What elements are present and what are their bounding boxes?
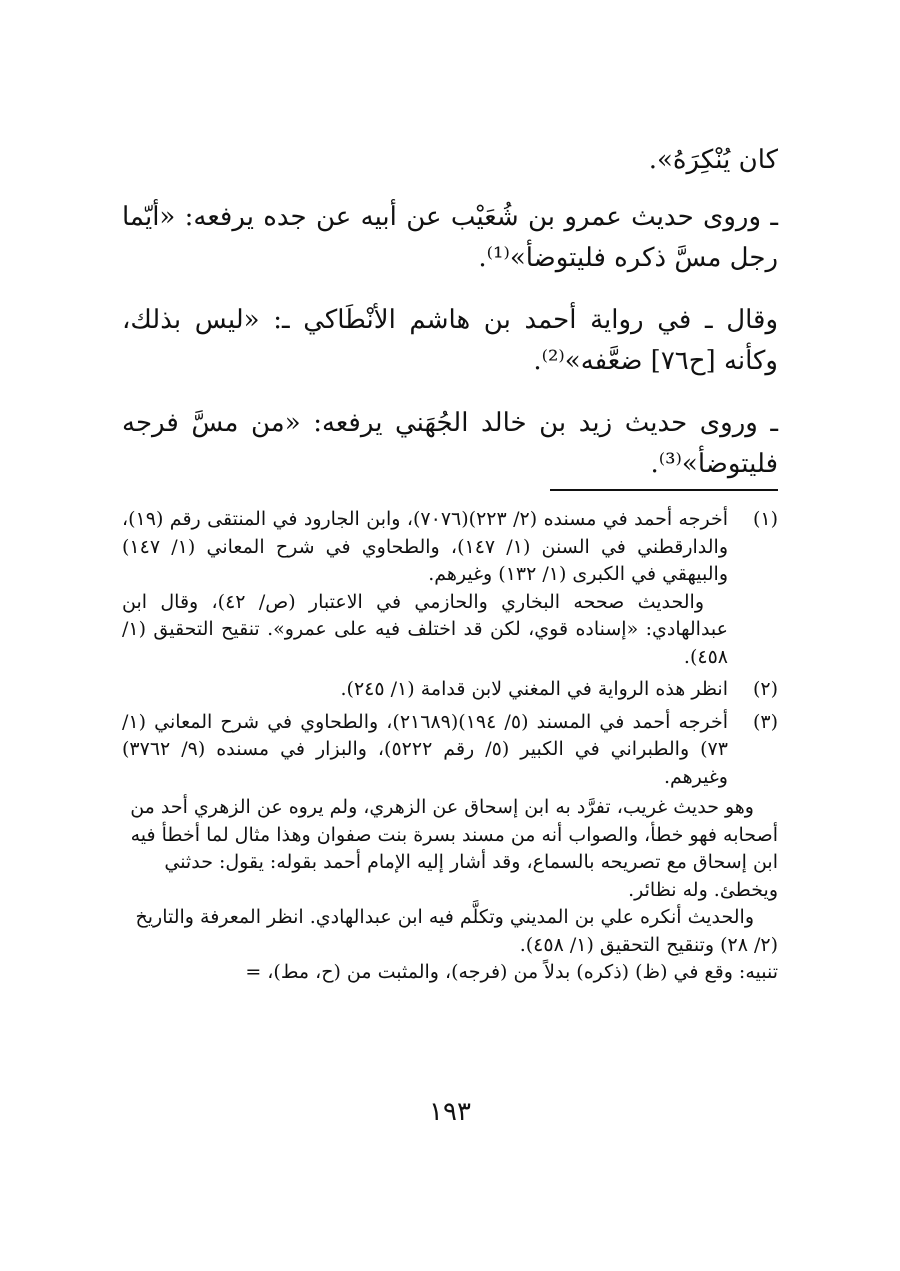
page-number: ١٩٣	[429, 1097, 471, 1127]
footnotes	[122, 506, 778, 987]
footnote-2	[122, 676, 778, 704]
main-text	[122, 140, 778, 506]
footnote-paragraph: وهو حديث غريب، تفرَّد به ابن إسحاق عن الزهري، ولم يروه عن الزهري أحد من أصحابه فهو خطأ، والصواب أنه من مسند بسرة بنت صفوان وهذا مثال لما أخطأ فيه ابن إسحاق مع تصريحه بالسماع، وقد أشار إليه الإمام أحمد بقوله: يقول: حدثني ويخطئ. وله نظائر.	[130, 796, 778, 901]
main-paragraph: ـ وروى حديث زيد بن خالد الجُهَني يرفعه: «من مسَّ فرجه فليتوضأ»⁽³⁾.	[122, 408, 778, 479]
footnote-3-body	[122, 794, 778, 987]
footnote-number: (٢)	[752, 678, 778, 700]
footnote-paragraph: والحديث أنكره علي بن المديني وتكلَّم فيه ابن عبدالهادي. انظر المعرفة والتاريخ (٢/ ٢٨) وتنقيح التحقيق (١/ ٤٥٨).	[135, 906, 778, 956]
footnote-1	[122, 506, 778, 671]
footnote-number: (٣)	[752, 710, 778, 733]
main-paragraph: كان يُنْكِرَهُ».	[648, 145, 778, 175]
footnote-divider	[550, 489, 778, 491]
main-paragraph: وقال ـ في رواية أحمد بن هاشم الأنْطَاكي ـ: «ليس بذلك، وكأنه [ح٧٦] ضعَّفه»⁽²⁾.	[122, 305, 778, 376]
footnote-number: (١)	[752, 508, 778, 530]
footnote-paragraph: انظر هذه الرواية في المغني لابن قدامة (١/ ٢٤٥).	[340, 678, 728, 700]
main-paragraph: ـ وروى حديث عمرو بن شُعَيْب عن أبيه عن جده يرفعه: «أيّما رجل مسَّ ذكره فليتوضأ»⁽¹⁾.	[122, 202, 778, 273]
footnote-3	[122, 709, 778, 792]
footnote-paragraph: تنبيه: وقع في (ظ) (ذكره) بدلاً من (فرجه)، والمثبت من (ح، مط)، =	[245, 961, 778, 983]
footnote-paragraph: والحديث صححه البخاري والحازمي في الاعتبار (ص/ ٤٢)، وقال ابن عبدالهادي: «إسناده قوي، لكن قد اختلف فيه على عمرو». تنقيح التحقيق (١/ ٤٥٨).	[122, 590, 728, 668]
footnote-paragraph: أخرجه أحمد في مسنده (٢/ ٢٢٣)(٧٠٧٦)، وابن الجارود في المنتقى رقم (١٩)، والدارقطني في السنن (١/ ١٤٧)، والطحاوي في شرح المعاني (١/ ١٤٧) والبيهقي في الكبرى (١/ ١٣٢) وغيرهم.	[122, 508, 728, 585]
footnote-paragraph: أخرجه أحمد في المسند (٥/ ١٩٤)(٢١٦٨٩)، والطحاوي في شرح المعاني (١/ ٧٣) والطبراني في الكبير (٥/ رقم ٥٢٢٢)، والبزار في مسنده (٩/ ٣٧٦٢) وغيرهم.	[122, 710, 728, 788]
